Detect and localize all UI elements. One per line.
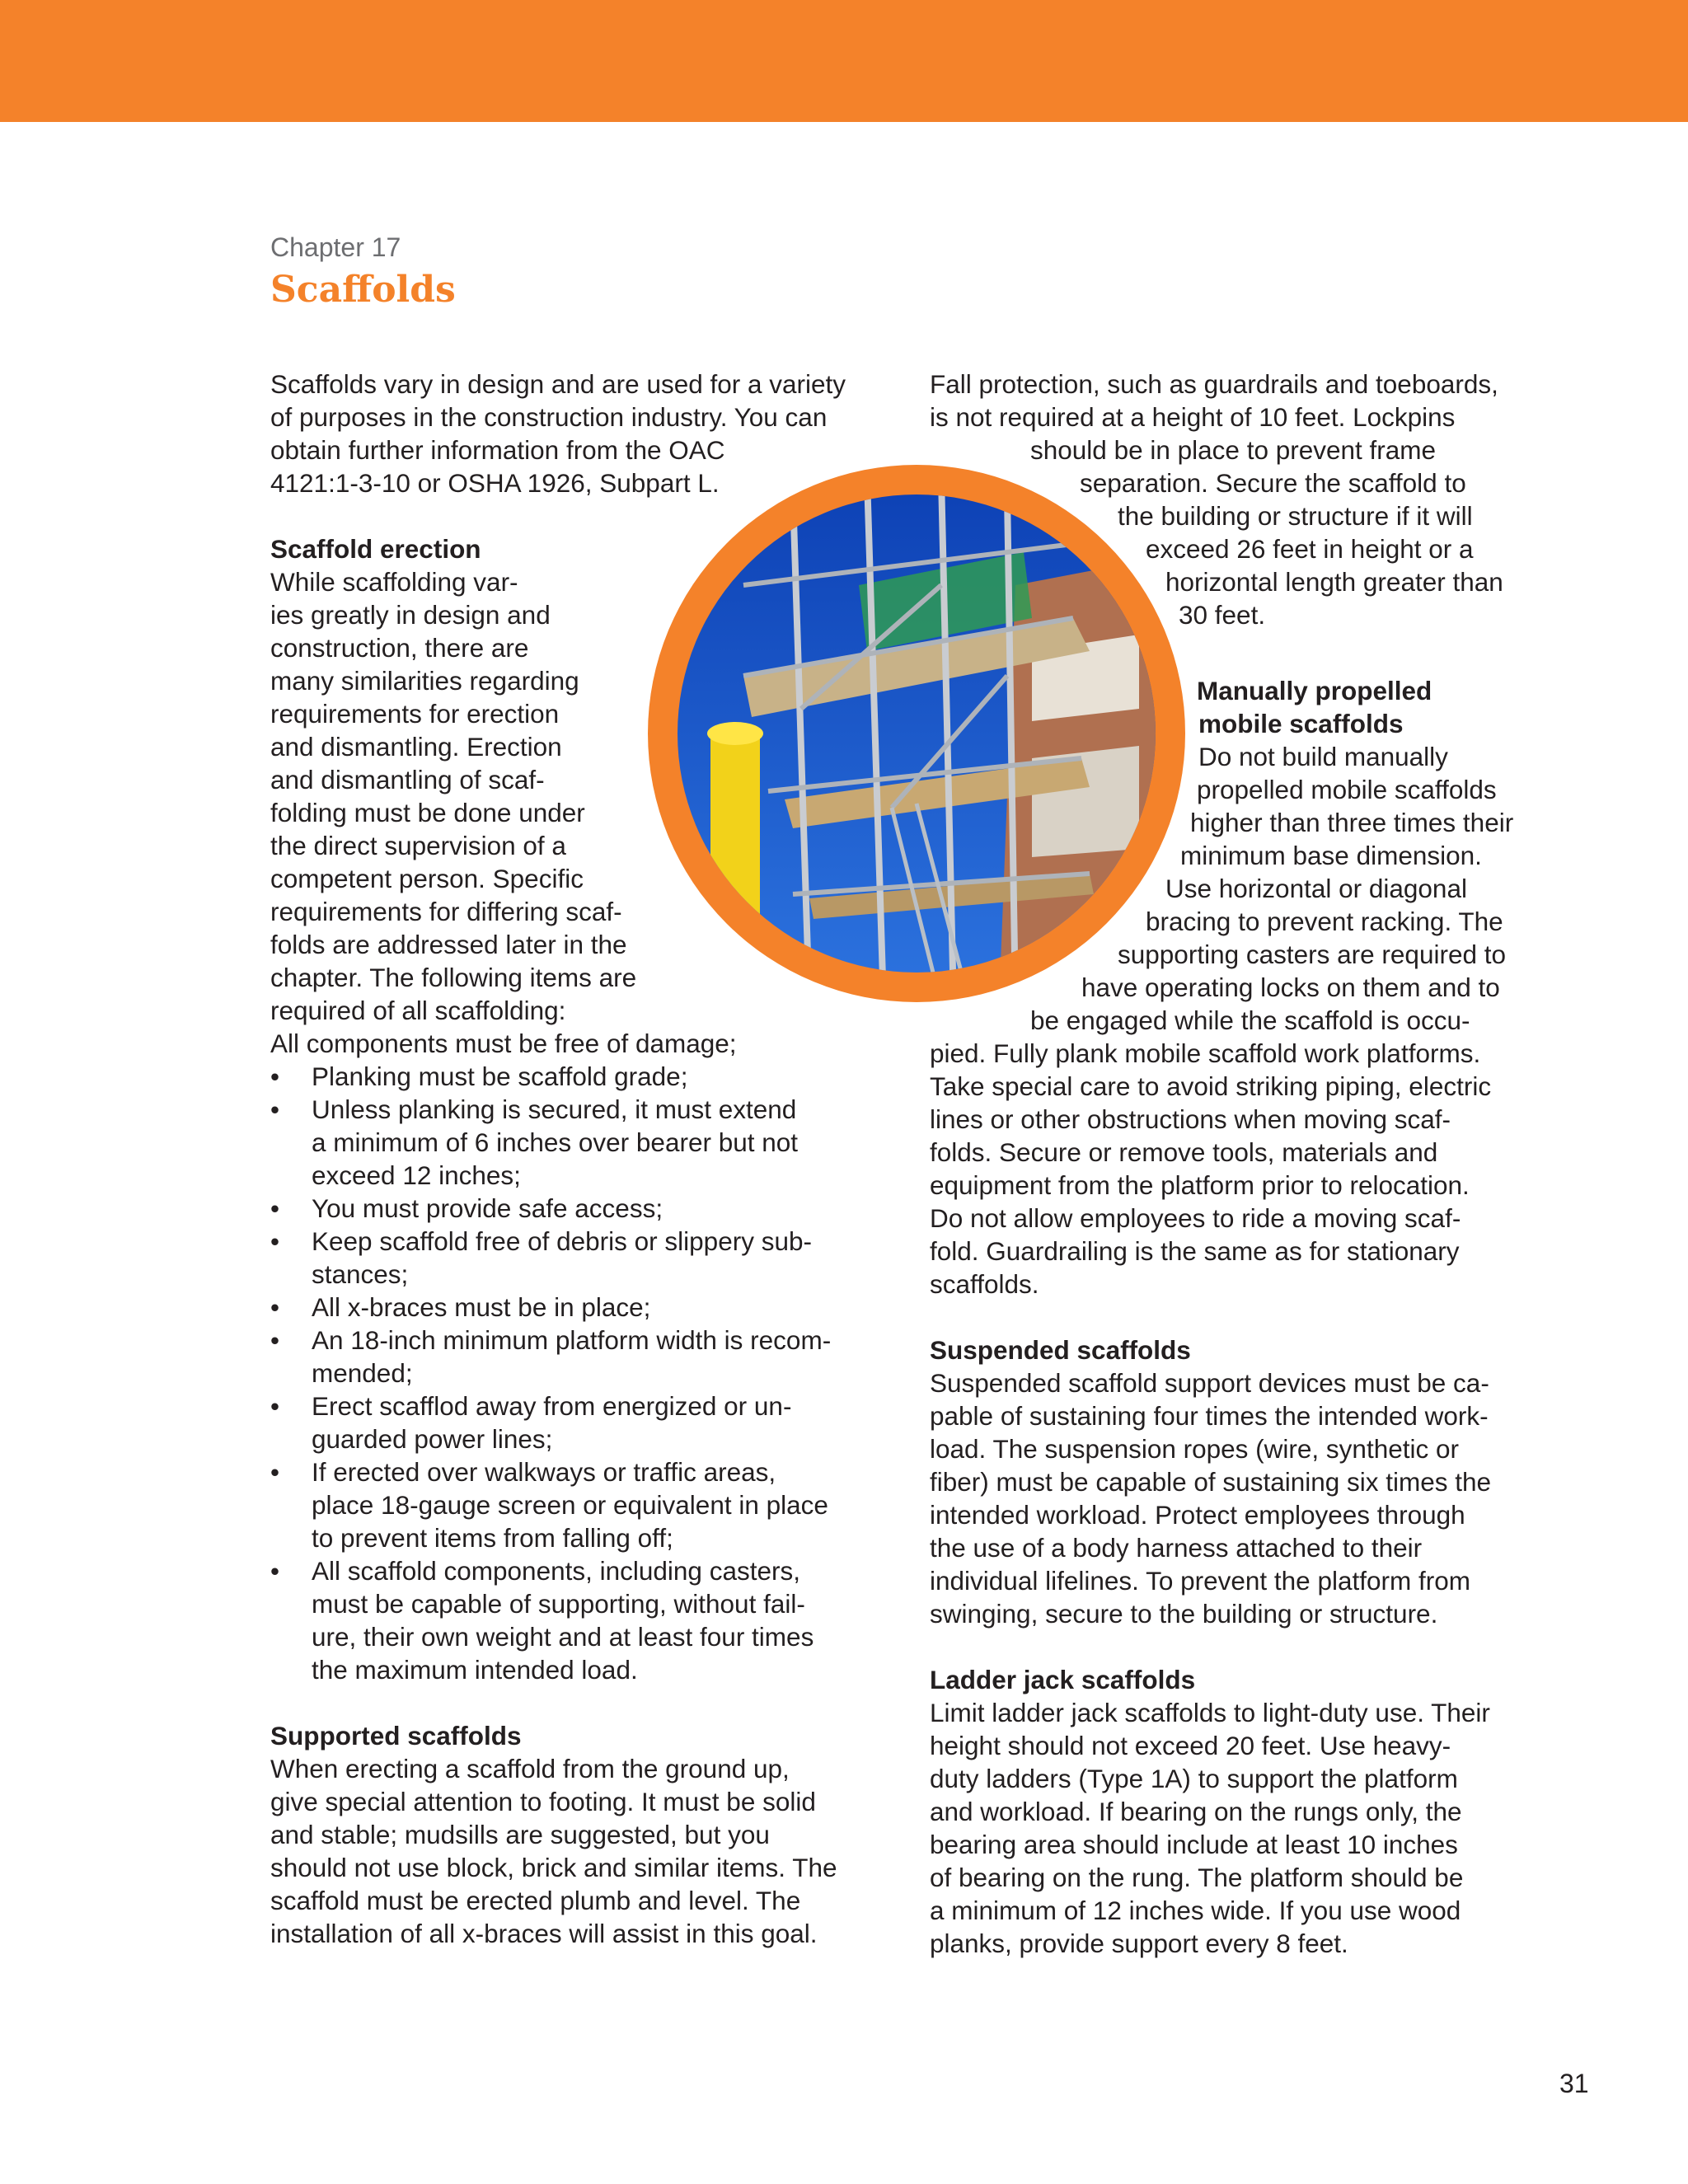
list-item-text: All scaffold components, including casters, [312, 1556, 800, 1586]
text-line: supporting casters are required to [1118, 940, 1507, 969]
list-item-text: If erected over walkways or traffic areas, [312, 1457, 776, 1487]
text-line: required of all scaffolding: [270, 996, 566, 1025]
text-line: 30 feet. [1179, 600, 1266, 630]
list-item [270, 1390, 897, 1422]
list-item-text: Keep scaffold free of debris or slippery sub- [312, 1226, 812, 1256]
bullet-marker: • [270, 1556, 280, 1586]
list-item [270, 1258, 897, 1291]
list-item [270, 1620, 897, 1653]
text-line: Scaffolds vary in design and are used for a variety [270, 369, 846, 399]
text-line: requirements for erection [270, 699, 560, 729]
list-item [270, 1060, 897, 1093]
list-item-text: You must provide safe access; [312, 1193, 663, 1223]
text-line: height should not exceed 20 feet. Use heavy- [930, 1731, 1451, 1760]
text-line: scaffold must be erected plumb and level. The [270, 1886, 801, 1915]
list-item-text: exceed 12 inches; [312, 1160, 521, 1190]
list-item-text: the maximum intended load. [312, 1655, 638, 1685]
text-line: duty ladders (Type 1A) to support the platform [930, 1764, 1458, 1793]
text-line: Suspended scaffold support devices must be ca- [930, 1368, 1489, 1398]
list-item-text: Unless planking is secured, it must extend [312, 1094, 797, 1124]
text-line: the building or structure if it will [1118, 501, 1473, 531]
text-line: lines or other obstructions when moving scaf- [930, 1104, 1451, 1134]
text-line: Take special care to avoid striking piping, electric [930, 1071, 1492, 1101]
bullet-marker: • [270, 1094, 280, 1124]
text-line: be engaged while the scaffold is occu- [1030, 1005, 1470, 1035]
list-item-text: An 18-inch minimum platform width is recom- [312, 1325, 832, 1355]
text-line: many similarities regarding [270, 666, 579, 696]
text-line: separation. Secure the scaffold to [1080, 468, 1466, 498]
text-line: the direct supervision of a [270, 831, 566, 860]
text-line: Manually propelled [1197, 676, 1432, 705]
list-item [270, 1587, 897, 1620]
text-line: of bearing on the rung. The platform should be [930, 1863, 1464, 1892]
text-line: equipment from the platform prior to relocation. [930, 1170, 1470, 1200]
bullet-marker: • [270, 1193, 280, 1223]
list-item-text: stances; [312, 1259, 409, 1289]
text-line: fold. Guardrailing is the same as for stationary [930, 1236, 1460, 1266]
bullet-marker: • [270, 1292, 280, 1322]
text-line: When erecting a scaffold from the ground up, [270, 1754, 790, 1783]
text-line: exceed 26 feet in height or a [1146, 534, 1474, 564]
text-line: ies greatly in design and [270, 600, 551, 630]
list-item [270, 1521, 897, 1554]
text-line: fiber) must be capable of sustaining six times the [930, 1467, 1492, 1497]
bullet-marker: • [270, 1391, 280, 1421]
text-line: individual lifelines. To prevent the platform from [930, 1566, 1470, 1596]
list-item [270, 1225, 897, 1258]
text-line: and dismantling. Erection [270, 732, 562, 762]
text-line: Do not build manually [1198, 742, 1448, 771]
text-line: Do not allow employees to ride a moving scaf- [930, 1203, 1461, 1233]
text-line: and workload. If bearing on the rungs only, the [930, 1797, 1462, 1826]
list-item-text: ure, their own weight and at least four times [312, 1622, 814, 1652]
list-item-text: to prevent items from falling off; [312, 1523, 673, 1553]
text-line: Fall protection, such as guardrails and toeboards, [930, 369, 1498, 399]
text-line: Limit ladder jack scaffolds to light-duty use. Their [930, 1698, 1490, 1727]
text-line: pable of sustaining four times the intended work- [930, 1401, 1489, 1431]
text-line: minimum base dimension. [1180, 841, 1482, 870]
text-line: propelled mobile scaffolds [1197, 775, 1497, 804]
list-item [270, 1488, 897, 1521]
list-item [270, 1324, 897, 1357]
text-line: have operating locks on them and to [1081, 972, 1500, 1002]
list-item [270, 1422, 897, 1455]
text-line: and dismantling of scaf- [270, 765, 545, 794]
text-line: higher than three times their [1190, 808, 1514, 837]
text-line: give special attention to footing. It must be solid [270, 1787, 816, 1816]
text-line: requirements for differing scaf- [270, 897, 622, 926]
requirements-list [270, 1060, 897, 1686]
text-line: obtain further information from the OAC [270, 435, 725, 465]
text-line: bearing area should include at least 10 inches [930, 1830, 1458, 1859]
list-item [270, 1093, 897, 1126]
list-item [270, 1554, 897, 1587]
list-item [270, 1126, 897, 1159]
text-line: should be in place to prevent frame [1030, 435, 1437, 465]
list-item [270, 1455, 897, 1488]
text-line: folds are addressed later in the [270, 930, 627, 959]
text-line: should not use block, brick and similar items. The [270, 1853, 837, 1882]
list-item [270, 1192, 897, 1225]
list-item-text: mended; [312, 1358, 413, 1388]
header-band [0, 0, 1688, 122]
bullet-marker: • [270, 1325, 280, 1355]
bullet-marker: • [270, 1457, 280, 1487]
list-item [270, 1653, 897, 1686]
ladder-jack-scaffolds-paragraph [930, 1696, 1589, 1960]
text-line: is not required at a height of 10 feet. Lockpins [930, 402, 1456, 432]
right-lower-column [930, 1301, 1589, 1960]
list-item-text: must be capable of supporting, without fail- [312, 1589, 805, 1619]
chapter-title: Scaffolds [270, 269, 456, 311]
scaffold-erection-heading: Scaffold erection [270, 534, 481, 564]
text-line: Use horizontal or diagonal [1165, 874, 1467, 903]
list-item-text: All x-braces must be in place; [312, 1292, 651, 1322]
ladder-jack-scaffolds-heading: Ladder jack scaffolds [930, 1665, 1196, 1694]
list-item-text: place 18-gauge screen or equivalent in place [312, 1490, 828, 1520]
list-item [270, 1357, 897, 1390]
text-line: 4121:1-3-10 or OSHA 1926, Subpart L. [270, 468, 720, 498]
page-number: 31 [1559, 2069, 1589, 2098]
text-line: swinging, secure to the building or structure. [930, 1599, 1438, 1629]
text-line: load. The suspension ropes (wire, synthetic or [930, 1434, 1459, 1464]
text-line: installation of all x-braces will assist in this goal. [270, 1919, 818, 1948]
text-line: folds. Secure or remove tools, materials and [930, 1137, 1438, 1167]
bullet-marker: • [270, 1226, 280, 1256]
text-line: mobile scaffolds [1198, 709, 1404, 738]
text-line: All components must be free of damage; [270, 1029, 737, 1058]
suspended-scaffolds-heading: Suspended scaffolds [930, 1335, 1191, 1365]
list-item-text: Planking must be scaffold grade; [312, 1062, 688, 1091]
text-line: and stable; mudsills are suggested, but you [270, 1820, 770, 1849]
text-line: chapter. The following items are [270, 963, 637, 992]
text-line: scaffolds. [930, 1269, 1039, 1299]
list-item [270, 1291, 897, 1324]
text-line: folding must be done under [270, 798, 585, 827]
text-line: the use of a body harness attached to their [930, 1533, 1423, 1563]
text-line: While scaffolding var- [270, 567, 518, 597]
text-line: bracing to prevent racking. The [1146, 907, 1503, 936]
text-line: intended workload. Protect employees through [930, 1500, 1465, 1530]
scaffold-photo [645, 462, 1189, 1005]
text-line: competent person. Specific [270, 864, 584, 893]
text-line: of purposes in the construction industry. You can [270, 402, 828, 432]
list-item-text: guarded power lines; [312, 1424, 553, 1454]
supported-scaffolds-paragraph [270, 1752, 897, 1950]
text-line: pied. Fully plank mobile scaffold work platforms. [930, 1038, 1481, 1068]
suspended-scaffolds-paragraph [930, 1366, 1589, 1630]
list-item-text: a minimum of 6 inches over bearer but not [312, 1127, 799, 1157]
text-line: planks, provide support every 8 feet. [930, 1929, 1348, 1958]
text-line: construction, there are [270, 633, 529, 663]
text-line: horizontal length greater than [1165, 567, 1503, 597]
supported-scaffolds-heading: Supported scaffolds [270, 1721, 522, 1750]
bullet-marker: • [270, 1062, 280, 1091]
list-item [270, 1159, 897, 1192]
chapter-label: Chapter 17 [270, 232, 401, 262]
list-item-text: Erect scafflod away from energized or un- [312, 1391, 792, 1421]
text-line: a minimum of 12 inches wide. If you use wood [930, 1896, 1461, 1925]
